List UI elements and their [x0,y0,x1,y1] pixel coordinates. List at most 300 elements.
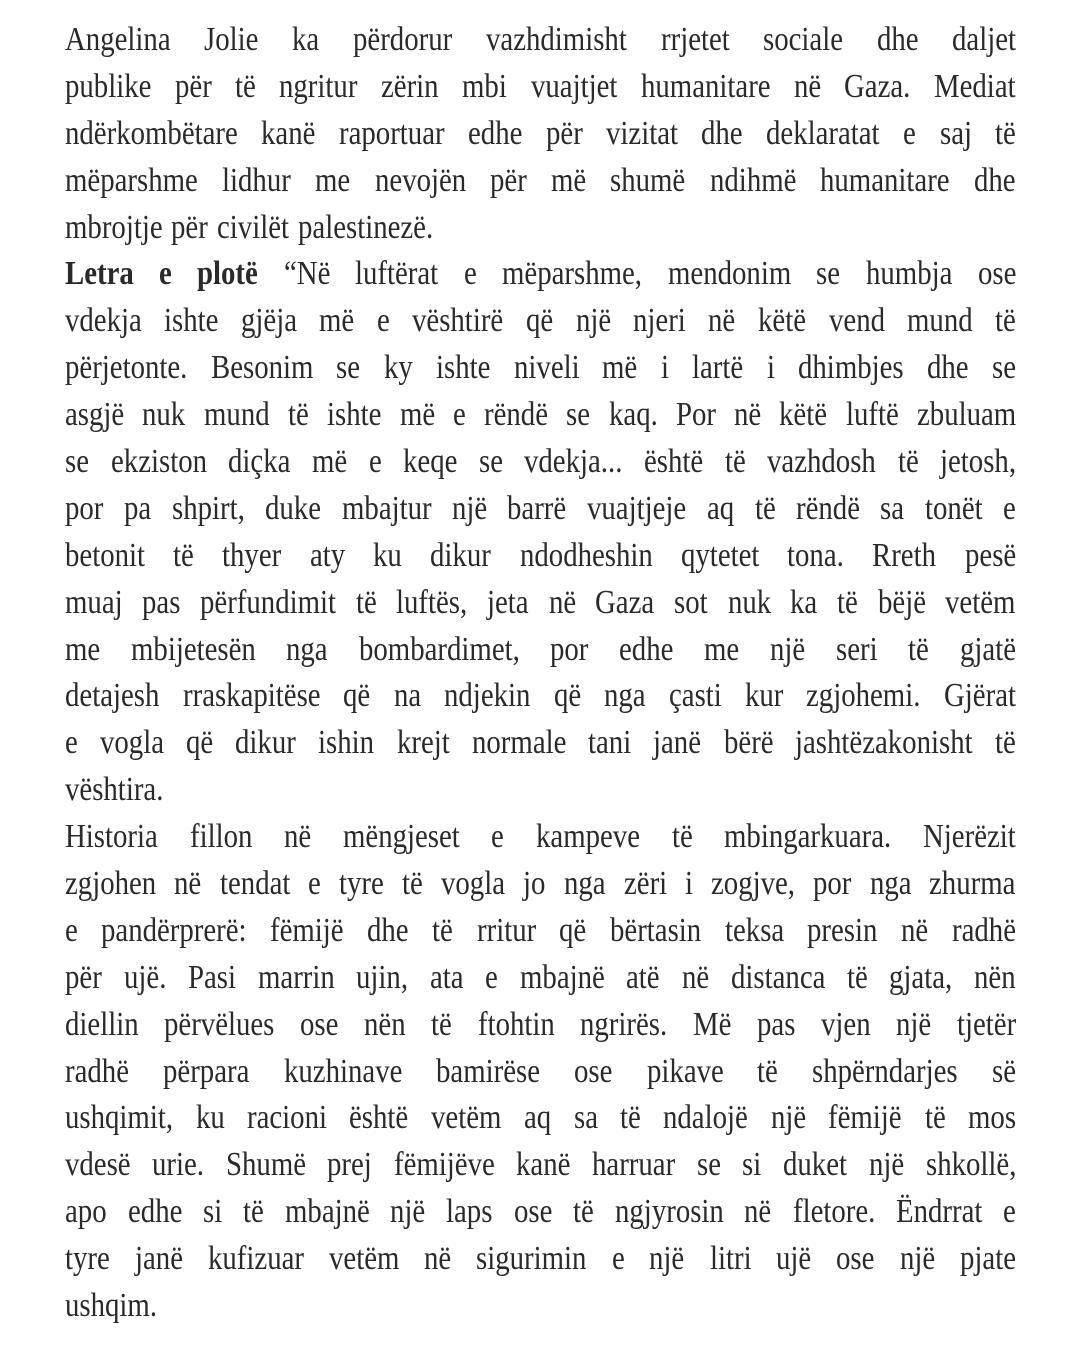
word: e [159,255,173,293]
word: është [349,1099,409,1137]
word: ujin, [356,958,409,996]
text-line [65,767,1016,814]
text-line [65,1142,1016,1189]
word: i [684,865,693,903]
word: tonët [924,489,983,527]
word: aq [706,489,735,527]
text-line [65,158,1016,205]
text-line [65,1095,1016,1142]
word: rëndë [484,396,549,434]
word: përpara [163,1052,250,1090]
word: vështirë [412,302,504,340]
word: mbijetesën [130,630,256,668]
word: dhe [974,161,1016,199]
word: sot [674,583,708,621]
word: ujë. [123,958,166,996]
word: vdekja [65,302,142,340]
word: por [813,865,852,903]
word: nuk [727,583,771,621]
word: rritur [476,911,536,949]
word: ndodheshin [519,536,653,574]
word: kampeve [535,818,640,856]
word: jashtëzakonisht [795,724,973,762]
word: asgjë [65,396,125,434]
word: ose [836,1240,875,1278]
word: se [566,396,591,434]
word: ku [373,536,403,574]
word: niveli [513,349,580,387]
word: pikave [646,1052,724,1090]
word: luftë [845,396,899,434]
word: të [671,818,693,856]
word: të [908,630,930,668]
word: të [754,489,776,527]
word: mbajnë [284,1193,370,1231]
word: me [315,161,351,199]
word: mbingarkuara. [724,818,892,856]
word: dikur [430,536,492,574]
paragraph-2 [65,251,1016,814]
text-line [65,673,1016,720]
word: një [770,1099,806,1137]
word: ushqimit, [65,1099,174,1137]
word: Por [675,396,716,434]
word: për [489,161,527,199]
word: duket [783,1146,848,1184]
word: tendat [219,865,291,903]
word: shpirt, [171,489,245,527]
word: radhë [65,1052,129,1090]
word: zërin [381,67,439,105]
word: detajesh [65,677,160,715]
word: me [65,630,101,668]
word: betonit [65,536,146,574]
word: mëparshme [65,161,198,199]
word: aty [309,536,346,574]
word: nga [563,865,606,903]
word: e [65,911,78,949]
word: në [681,958,709,996]
word: vuajtjet [530,67,618,105]
word: se [816,255,841,293]
word: tona. [787,536,845,574]
word: janë [653,724,702,762]
word: fletore. [792,1193,875,1231]
text-line [65,345,1016,392]
word: të [235,67,256,105]
word: vuajtjeje [587,489,687,527]
word: një [575,302,611,340]
word: janë [134,1240,183,1278]
word: Historia [65,818,158,856]
word: publike [65,67,152,105]
word: pjate [959,1240,1016,1278]
text-line [65,1049,1016,1096]
word: në [793,67,821,105]
word: më [311,443,348,481]
word: është [644,443,704,481]
word: ka [292,21,320,58]
word: fëmijëve [393,1146,495,1184]
word: një [770,630,806,668]
word: shkollë, [925,1146,1016,1184]
word: të [431,1005,453,1043]
word: më [319,302,355,340]
word: që [343,677,371,715]
word: apo [65,1193,107,1231]
word: duke [265,489,322,527]
word: përvëlues [164,1005,275,1043]
word: Pasi [187,958,236,996]
word: të [356,583,377,621]
word: në [424,1240,452,1278]
word: edhe [468,114,523,152]
article-body [65,17,1016,1330]
word: të [897,443,919,481]
word: për [65,958,102,996]
word: distanca [730,958,825,996]
word: plotë [197,255,259,293]
word: nga [286,630,328,668]
text-line [65,64,1016,111]
word: ose [574,1052,613,1090]
word: mëparshme, [502,255,643,293]
word: një [895,1005,932,1043]
word: ushqim. [65,1287,158,1325]
word: pa [123,489,152,527]
word: në [901,911,929,949]
word: një [390,1193,426,1231]
word: vdesë [65,1146,131,1184]
word: presin [807,911,878,949]
word: pas [142,583,181,621]
word: atë [626,958,660,996]
word: ngjyrosin [614,1193,724,1231]
word: dhimbjes [798,349,904,387]
word: jetosh, [939,443,1016,481]
word: çasti [668,677,722,715]
word: ose [977,255,1016,293]
word: Rreth [872,536,937,574]
word: e [491,818,505,856]
word: sa [573,1099,598,1137]
word: Besonim [210,349,314,387]
word: nën [364,1005,406,1043]
word: ishte [326,396,382,434]
word: që [553,677,581,715]
word: ka [790,583,818,621]
word: shpërndarjes [812,1052,958,1090]
word: zhurma [929,865,1016,903]
word: Gaza. [844,67,911,105]
word: rrjetet [660,21,730,58]
word: me [704,630,740,668]
word: këtë [758,302,807,340]
text-line [65,439,1016,486]
text-line [65,1189,1016,1236]
word: të [924,1099,946,1137]
word: nga [869,865,912,903]
word: krejt [396,724,450,762]
word: urie. [152,1146,205,1184]
word: civilët [216,208,289,246]
word: në [744,1193,772,1231]
word: zbuluam [916,396,1016,434]
word: të [724,443,746,481]
word: ishin [318,724,375,762]
word: të [173,536,195,574]
word: që [186,724,214,762]
word: aq [523,1099,552,1137]
word: luftërat [355,255,439,293]
word: në [548,583,576,621]
word: gjata, [889,958,953,996]
text-line [65,17,1016,64]
word: nën [974,958,1016,996]
word: pesë [964,536,1016,574]
word: vështira. [65,771,164,809]
word: e [65,724,78,762]
word: e [464,255,477,293]
word: sa [880,489,905,527]
word: vazhdosh [767,443,877,481]
word: se [336,349,361,387]
text-line [65,814,1016,861]
paragraph-3 [65,814,1016,1330]
word: mbajnë [519,958,605,996]
word: si [202,1193,223,1231]
word: laps [446,1193,493,1231]
word: humanitare [820,161,951,199]
word: kanë [516,1146,571,1184]
word: më [550,161,587,199]
word: i [661,349,670,387]
word: jo [523,865,546,903]
word: litri [709,1240,752,1278]
word: dhe [367,911,409,949]
text-line [65,533,1016,580]
word: bombardimet, [358,630,520,668]
text-line [65,251,1016,298]
word: raportuar [339,114,445,152]
word: ku [195,1099,225,1137]
word: dhe [701,114,744,152]
word: tjetër [956,1005,1016,1043]
word: një [868,1146,904,1184]
word: rëndë [795,489,860,527]
word: marrin [257,958,335,996]
word: nevojën [374,161,466,199]
word: dhe [927,349,969,387]
text-line [65,1283,1016,1330]
word: luftës, [396,583,468,621]
word: edhe [619,630,674,668]
word: ata [429,958,464,996]
word: jeta [487,583,529,621]
word: vend [828,302,885,340]
word: vizitat [606,114,679,152]
word: Jolie [204,21,259,58]
word: Gaza [595,583,655,621]
word: mbrojtje [65,208,163,246]
word: të [846,958,868,996]
text-line [65,627,1016,674]
word: mos [967,1099,1016,1137]
word: bamirëse [435,1052,540,1090]
word: e [1003,489,1016,527]
word: Letra [65,255,134,293]
text-line [65,205,1016,252]
word: fëmijë [270,911,344,949]
word: diellin [65,1005,139,1043]
word: bëjë [877,583,926,621]
word: këtë [779,396,828,434]
word: se [478,443,503,481]
text-line [65,486,1016,533]
word: e [368,443,382,481]
word: Ëndrrat [895,1193,983,1231]
word: humanitare [640,67,771,105]
word: pas [756,1005,796,1043]
word: zgjohemi. [806,677,921,715]
word: të [573,1193,594,1231]
word: të [402,865,423,903]
word: ishte [435,349,491,387]
word: Angelina [65,21,171,58]
word: kaq. [608,396,658,434]
word: lartë [692,349,744,387]
word: racioni [246,1099,327,1137]
word: vdekja... [524,443,623,481]
word: për [171,208,209,246]
word: ishte [164,302,219,340]
text-line [65,298,1016,345]
word: nuk [142,396,186,434]
word: përjetonte. [65,349,188,387]
text-line [65,720,1016,767]
word: thyer [222,536,282,574]
word: të [757,1052,779,1090]
word: muaj [65,583,123,621]
word: zogjve, [711,865,796,903]
text-line [65,861,1016,908]
word: vjen [820,1005,871,1043]
word: kufizuar [207,1240,304,1278]
word: ndalojë [663,1099,749,1137]
word: ndihmë [709,161,797,199]
word: fëmijë [828,1099,903,1137]
word: radhë [951,911,1016,949]
word: për [174,67,212,105]
word: vogla [99,724,164,762]
word: ose [300,1005,339,1043]
word: e [485,958,498,996]
word: humbja [865,255,953,293]
word: deklaratat [766,114,881,152]
word: njeri [633,302,687,340]
word: mbi [462,67,508,105]
word: së [991,1052,1016,1090]
word: shumë [610,161,686,199]
word: zgjohen [65,865,157,903]
word: zëri [623,865,667,903]
word: keqe [402,443,458,481]
word: qytetet [680,536,760,574]
word: të [242,1193,264,1231]
word: gjëja [241,302,298,340]
word: barrë [507,489,567,527]
word: ngritur [279,67,358,105]
word: Gjërat [943,677,1016,715]
paragraph-1 [65,17,1016,251]
word: edhe [127,1193,182,1231]
word: ekziston [110,443,207,481]
word: ndërkombëtare [65,114,238,152]
word: të [995,724,1016,762]
word: rraskapitëse [182,677,321,715]
word: e [308,865,322,903]
text-line [65,1002,1016,1049]
word: në [283,818,311,856]
word: mendonim [667,255,791,293]
word: një [899,1240,936,1278]
word: Mediat [934,67,1016,105]
word: dikur [235,724,297,762]
word: ngrirës. [580,1005,668,1043]
word: e [903,114,917,152]
word: vazhdimisht [486,21,627,58]
word: se [991,349,1016,387]
word: na [393,677,421,715]
word: i [766,349,775,387]
word: më [602,349,638,387]
word: por [65,489,104,527]
word: “Në [283,255,331,293]
word: në [708,302,736,340]
word: se [696,1146,721,1184]
word: vetëm [328,1240,400,1278]
word: mund [906,302,973,340]
word: e [1003,1193,1016,1231]
word: vetëm [945,583,1016,621]
word: ky [383,349,413,387]
text-line [65,955,1016,1002]
word: tyre [65,1240,110,1278]
word: saj [939,114,972,152]
word: ose [513,1193,553,1231]
word: fillon [189,818,253,856]
word: tani [588,724,632,762]
word: diçka [228,443,291,481]
word: e [611,1240,625,1278]
text-line [65,1236,1016,1283]
word: kuzhinave [283,1052,402,1090]
word: e [377,302,390,340]
word: përdorur [353,21,453,58]
word: sigurimin [476,1240,587,1278]
word: prej [327,1146,373,1184]
word: harruar [592,1146,676,1184]
word: bërtasin [610,911,702,949]
word: daljet [951,21,1016,58]
text-line [65,111,1016,158]
word: dhe [876,21,919,58]
word: sociale [763,21,844,58]
word: të [995,114,1016,152]
word: seri [836,630,878,668]
word: ndjekin [444,677,531,715]
text-line [65,392,1016,439]
